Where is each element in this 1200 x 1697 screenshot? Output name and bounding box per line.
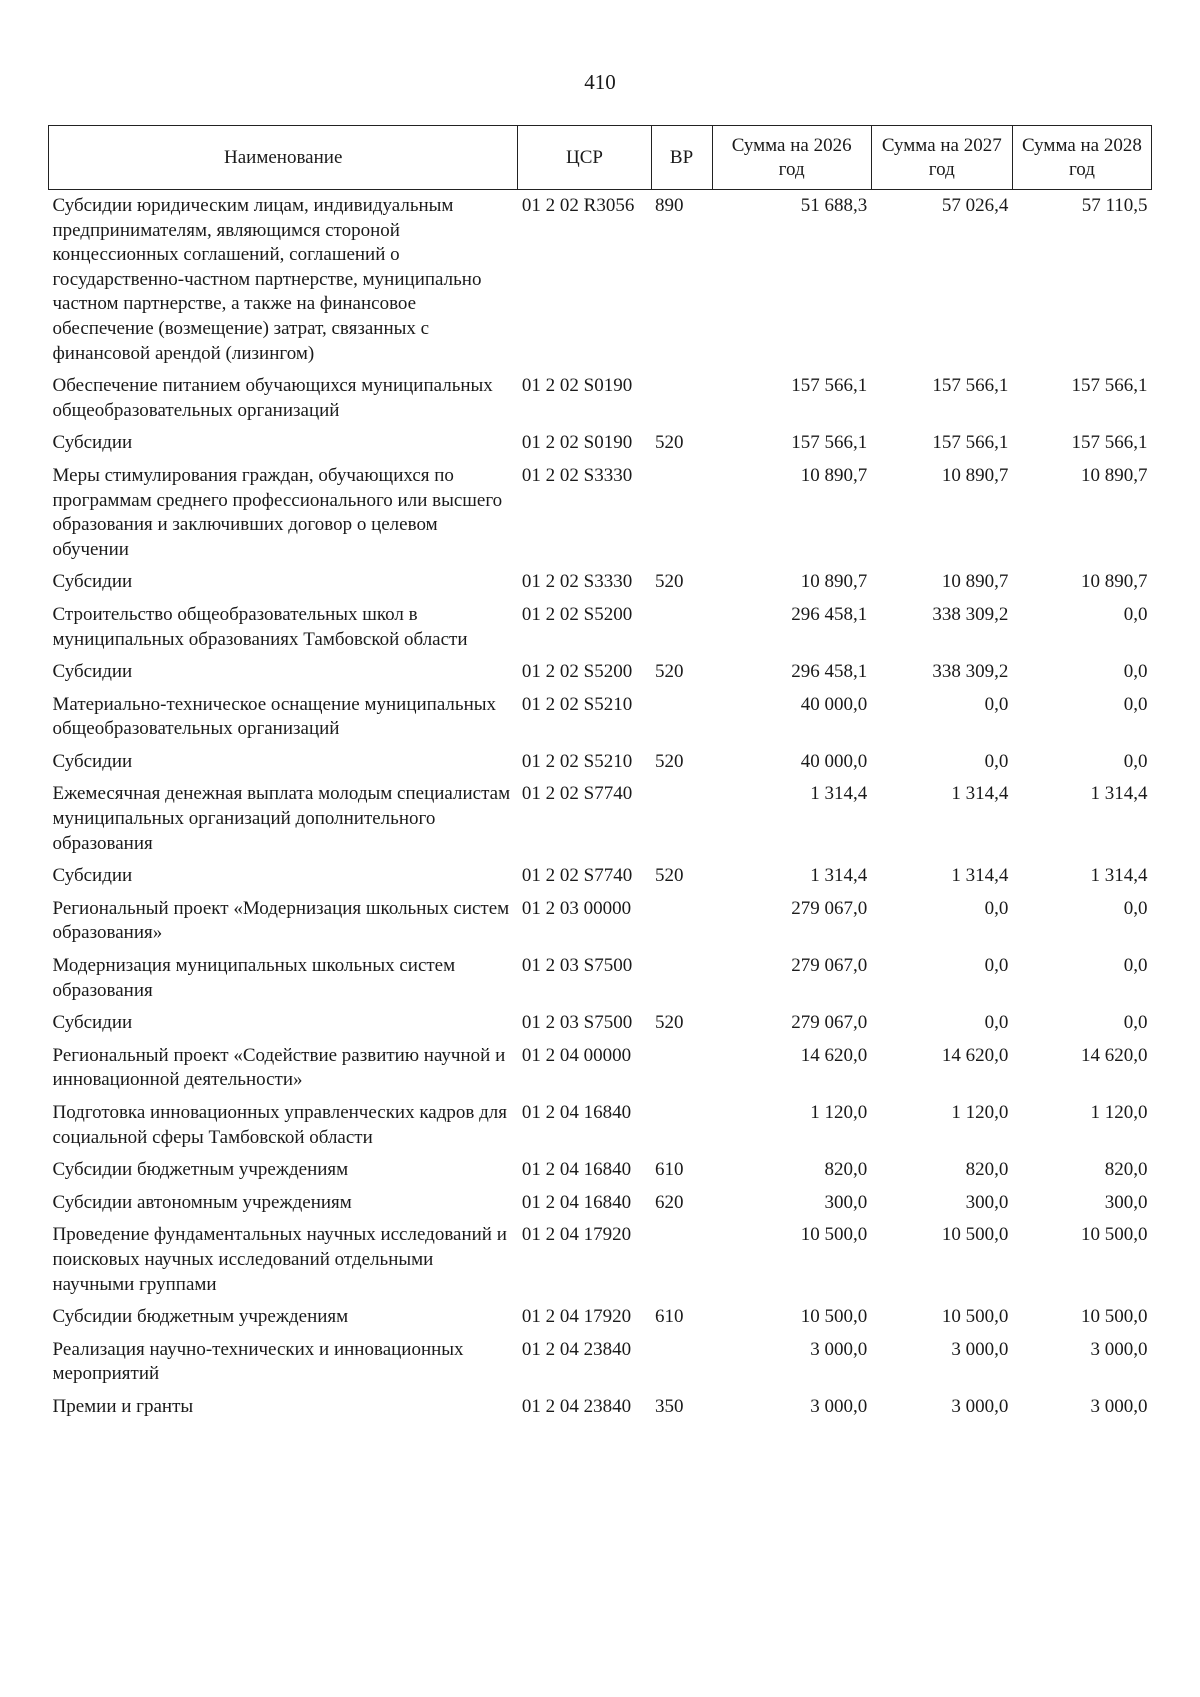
row-vr: 520 bbox=[655, 865, 684, 887]
row-name: Обеспечение питанием обучающихся муниципальных общеобразовательных организаций bbox=[52, 375, 493, 421]
row-sum-2026: 296 458,1 bbox=[791, 603, 868, 625]
row-sum-2028: 1 120,0 bbox=[1090, 1102, 1148, 1123]
table-row bbox=[49, 599, 1152, 656]
row-vr: 520 bbox=[655, 750, 684, 772]
row-sum-2028: 820,0 bbox=[1104, 1159, 1148, 1181]
row-code: 01 2 02 S7740 bbox=[521, 783, 633, 805]
row-sum-2027: 157 566,1 bbox=[932, 432, 1009, 454]
row-sum-2027: 10 890,7 bbox=[941, 464, 1009, 486]
row-name: Региональный проект «Содействие развитию научной и инновационной деятельности» bbox=[52, 1044, 506, 1091]
row-vr bbox=[651, 460, 712, 566]
row-vr bbox=[651, 1334, 712, 1391]
row-sum-2026: 157 566,1 bbox=[791, 432, 868, 454]
row-code: 01 2 02 S3330 bbox=[521, 464, 633, 486]
row-sum-2028: 10 500,0 bbox=[1081, 1306, 1148, 1328]
row-sum-2028: 300,0 bbox=[1104, 1191, 1148, 1213]
table-row bbox=[49, 1154, 1152, 1187]
row-name: Проведение фундаментальных научных исследований и поисковых научных исследований отдельными научными группами bbox=[52, 1224, 507, 1295]
table-row bbox=[49, 1301, 1152, 1334]
row-sum-2027: 14 620,0 bbox=[941, 1044, 1009, 1066]
page-number: 410 bbox=[584, 70, 616, 94]
row-name: Ежемесячная денежная выплата молодым специалистам муниципальных организаций дополнительного образования bbox=[52, 783, 511, 854]
table-row bbox=[49, 950, 1152, 1007]
row-sum-2026: 279 067,0 bbox=[791, 1012, 868, 1034]
row-sum-2027: 1 314,4 bbox=[951, 783, 1009, 805]
row-sum-2027: 0,0 bbox=[984, 955, 1009, 977]
row-sum-2027: 57 026,4 bbox=[941, 195, 1009, 216]
row-vr: 520 bbox=[655, 432, 684, 454]
column-header-2026: Сумма на 2026 год bbox=[712, 126, 871, 190]
row-name: Субсидии bbox=[52, 571, 133, 593]
row-vr: 520 bbox=[655, 571, 684, 593]
row-sum-2028: 0,0 bbox=[1123, 1012, 1148, 1034]
row-sum-2026: 10 890,7 bbox=[800, 571, 868, 593]
row-vr: 620 bbox=[655, 1191, 684, 1213]
row-sum-2026: 3 000,0 bbox=[810, 1338, 868, 1360]
row-sum-2026: 820,0 bbox=[824, 1159, 868, 1181]
row-code: 01 2 02 S5200 bbox=[521, 661, 633, 683]
row-code: 01 2 02 S5200 bbox=[521, 603, 633, 625]
table-row bbox=[49, 1187, 1152, 1220]
row-sum-2027: 338 309,2 bbox=[932, 603, 1009, 625]
row-sum-2026: 157 566,1 bbox=[791, 375, 868, 397]
row-sum-2028: 0,0 bbox=[1123, 661, 1148, 683]
row-name: Субсидии bbox=[52, 432, 133, 454]
row-vr bbox=[651, 1097, 712, 1154]
table-row bbox=[49, 190, 1152, 371]
row-sum-2028: 57 110,5 bbox=[1081, 195, 1148, 216]
row-sum-2028: 3 000,0 bbox=[1090, 1338, 1148, 1360]
row-name: Субсидии bbox=[52, 750, 133, 772]
row-sum-2026: 14 620,0 bbox=[800, 1044, 868, 1066]
row-sum-2028: 1 314,4 bbox=[1090, 783, 1148, 805]
row-sum-2027: 3 000,0 bbox=[951, 1338, 1009, 1360]
table-body bbox=[49, 190, 1152, 1424]
row-name: Субсидии автономным учреждениям bbox=[52, 1191, 352, 1213]
row-sum-2026: 40 000,0 bbox=[800, 750, 868, 772]
row-sum-2028: 3 000,0 bbox=[1090, 1395, 1148, 1417]
row-code: 01 2 04 00000 bbox=[521, 1044, 632, 1066]
row-code: 01 2 03 00000 bbox=[521, 897, 632, 919]
row-name: Региональный проект «Модернизация школьных систем образования» bbox=[52, 897, 510, 944]
row-name: Субсидии бюджетным учреждениям bbox=[52, 1306, 349, 1328]
row-code: 01 2 02 S0190 bbox=[521, 432, 633, 454]
row-sum-2026: 51 688,3 bbox=[800, 195, 868, 216]
row-sum-2027: 0,0 bbox=[984, 1012, 1009, 1034]
row-code: 01 2 03 S7500 bbox=[521, 1012, 633, 1034]
table-row bbox=[49, 1097, 1152, 1154]
table-header-row bbox=[49, 126, 1152, 190]
table-row bbox=[49, 1391, 1152, 1424]
row-vr: 610 bbox=[655, 1159, 684, 1181]
row-sum-2028: 10 890,7 bbox=[1081, 464, 1148, 486]
row-sum-2027: 1 314,4 bbox=[951, 865, 1009, 887]
row-sum-2027: 10 500,0 bbox=[941, 1224, 1009, 1246]
row-name: Модернизация муниципальных школьных систем образования bbox=[52, 955, 456, 1001]
row-name: Субсидии bbox=[52, 1012, 133, 1034]
row-sum-2028: 14 620,0 bbox=[1081, 1044, 1148, 1066]
row-vr bbox=[651, 599, 712, 656]
row-sum-2028: 0,0 bbox=[1123, 897, 1148, 919]
row-sum-2026: 40 000,0 bbox=[800, 693, 868, 715]
row-sum-2026: 10 890,7 bbox=[800, 464, 868, 486]
row-name: Премии и гранты bbox=[52, 1395, 194, 1417]
row-name: Строительство общеобразовательных школ в муниципальных образованиях Тамбовской области bbox=[52, 603, 468, 650]
row-code: 01 2 04 16840 bbox=[521, 1102, 632, 1123]
row-sum-2026: 1 314,4 bbox=[810, 783, 868, 805]
row-sum-2028: 157 566,1 bbox=[1071, 375, 1148, 397]
row-name: Реализация научно-технических и инновационных мероприятий bbox=[52, 1338, 464, 1385]
row-vr: 350 bbox=[655, 1395, 684, 1417]
budget-table bbox=[48, 125, 1152, 1424]
row-vr: 520 bbox=[655, 661, 684, 683]
row-sum-2026: 296 458,1 bbox=[791, 661, 868, 683]
table-row bbox=[49, 860, 1152, 893]
row-sum-2027: 10 890,7 bbox=[941, 571, 1009, 593]
row-sum-2026: 279 067,0 bbox=[791, 897, 868, 919]
row-vr bbox=[651, 893, 712, 950]
row-sum-2026: 1 314,4 bbox=[810, 865, 868, 887]
row-sum-2026: 10 500,0 bbox=[800, 1224, 868, 1246]
row-code: 01 2 03 S7500 bbox=[521, 955, 633, 977]
row-sum-2026: 1 120,0 bbox=[810, 1102, 868, 1123]
row-vr bbox=[651, 950, 712, 1007]
row-code: 01 2 02 S0190 bbox=[521, 375, 633, 397]
row-code: 01 2 04 16840 bbox=[521, 1159, 632, 1181]
row-sum-2027: 0,0 bbox=[984, 750, 1009, 772]
row-code: 01 2 02 S7740 bbox=[521, 865, 633, 887]
row-vr bbox=[651, 1219, 712, 1301]
row-name: Субсидии бюджетным учреждениям bbox=[52, 1159, 349, 1181]
table-row bbox=[49, 778, 1152, 860]
row-vr: 890 bbox=[655, 195, 684, 216]
table-row bbox=[49, 893, 1152, 950]
row-name: Материально-техническое оснащение муниципальных общеобразовательных организаций bbox=[52, 693, 497, 740]
table-row bbox=[49, 460, 1152, 566]
row-sum-2026: 279 067,0 bbox=[791, 955, 868, 977]
table-row bbox=[49, 370, 1152, 427]
row-sum-2028: 10 890,7 bbox=[1081, 571, 1148, 593]
row-vr bbox=[651, 370, 712, 427]
row-sum-2027: 0,0 bbox=[984, 897, 1009, 919]
table-row bbox=[49, 1219, 1152, 1301]
row-sum-2026: 300,0 bbox=[824, 1191, 868, 1213]
column-header-vr: ВР bbox=[651, 126, 712, 190]
row-sum-2026: 10 500,0 bbox=[800, 1306, 868, 1328]
row-sum-2028: 0,0 bbox=[1123, 750, 1148, 772]
row-sum-2027: 3 000,0 bbox=[951, 1395, 1009, 1417]
row-sum-2028: 10 500,0 bbox=[1081, 1224, 1148, 1246]
row-name: Меры стимулирования граждан, обучающихся по программам среднего профессионального или высшего образования и заключивших договор о целевом обучении bbox=[52, 464, 503, 560]
row-sum-2026: 3 000,0 bbox=[810, 1395, 868, 1417]
row-sum-2027: 338 309,2 bbox=[932, 661, 1009, 683]
column-header-2028: Сумма на 2028 год bbox=[1012, 126, 1151, 190]
table-row bbox=[49, 656, 1152, 689]
row-name: Подготовка инновационных управленческих кадров для социальной сферы Тамбовской области bbox=[52, 1102, 508, 1148]
row-vr bbox=[651, 1040, 712, 1097]
row-code: 01 2 04 17920 bbox=[521, 1224, 632, 1246]
row-code: 01 2 04 23840 bbox=[521, 1395, 632, 1417]
row-sum-2027: 1 120,0 bbox=[951, 1102, 1009, 1123]
row-vr bbox=[651, 778, 712, 860]
table-row bbox=[49, 746, 1152, 779]
row-vr bbox=[651, 689, 712, 746]
row-sum-2027: 157 566,1 bbox=[932, 375, 1009, 397]
row-sum-2028: 0,0 bbox=[1123, 603, 1148, 625]
row-code: 01 2 04 16840 bbox=[521, 1191, 632, 1213]
table-row bbox=[49, 427, 1152, 460]
row-sum-2028: 1 314,4 bbox=[1090, 865, 1148, 887]
row-sum-2027: 820,0 bbox=[965, 1159, 1009, 1181]
row-sum-2027: 0,0 bbox=[984, 693, 1009, 715]
row-code: 01 2 02 S3330 bbox=[521, 571, 633, 593]
table-row bbox=[49, 1007, 1152, 1040]
row-sum-2028: 0,0 bbox=[1123, 955, 1148, 977]
table-row bbox=[49, 1334, 1152, 1391]
table-row bbox=[49, 1040, 1152, 1097]
row-name: Субсидии bbox=[52, 661, 133, 683]
row-name: Субсидии юридическим лицам, индивидуальным предпринимателям, являющимся стороной концессионных соглашений, соглашений о государственно-частном партнерстве, муниципально частном партнерстве, а также на финансовое обеспечение (возмещение) затрат, связанных с финансовой арендой (лизингом) bbox=[52, 195, 482, 364]
row-name: Субсидии bbox=[52, 865, 133, 887]
row-sum-2027: 10 500,0 bbox=[941, 1306, 1009, 1328]
row-code: 01 2 02 S5210 bbox=[521, 750, 633, 772]
row-code: 01 2 02 S5210 bbox=[521, 693, 633, 715]
column-header-2027: Сумма на 2027 год bbox=[871, 126, 1012, 190]
row-code: 01 2 02 R3056 bbox=[521, 195, 635, 216]
row-vr: 610 bbox=[655, 1306, 684, 1328]
table-row bbox=[49, 566, 1152, 599]
row-code: 01 2 04 23840 bbox=[521, 1338, 632, 1360]
table-row bbox=[49, 689, 1152, 746]
column-header-code: ЦСР bbox=[518, 126, 651, 190]
row-sum-2028: 0,0 bbox=[1123, 693, 1148, 715]
row-code: 01 2 04 17920 bbox=[521, 1306, 632, 1328]
row-vr: 520 bbox=[655, 1012, 684, 1034]
row-sum-2028: 157 566,1 bbox=[1071, 432, 1148, 454]
column-header-name: Наименование bbox=[49, 126, 518, 190]
row-sum-2027: 300,0 bbox=[965, 1191, 1009, 1213]
